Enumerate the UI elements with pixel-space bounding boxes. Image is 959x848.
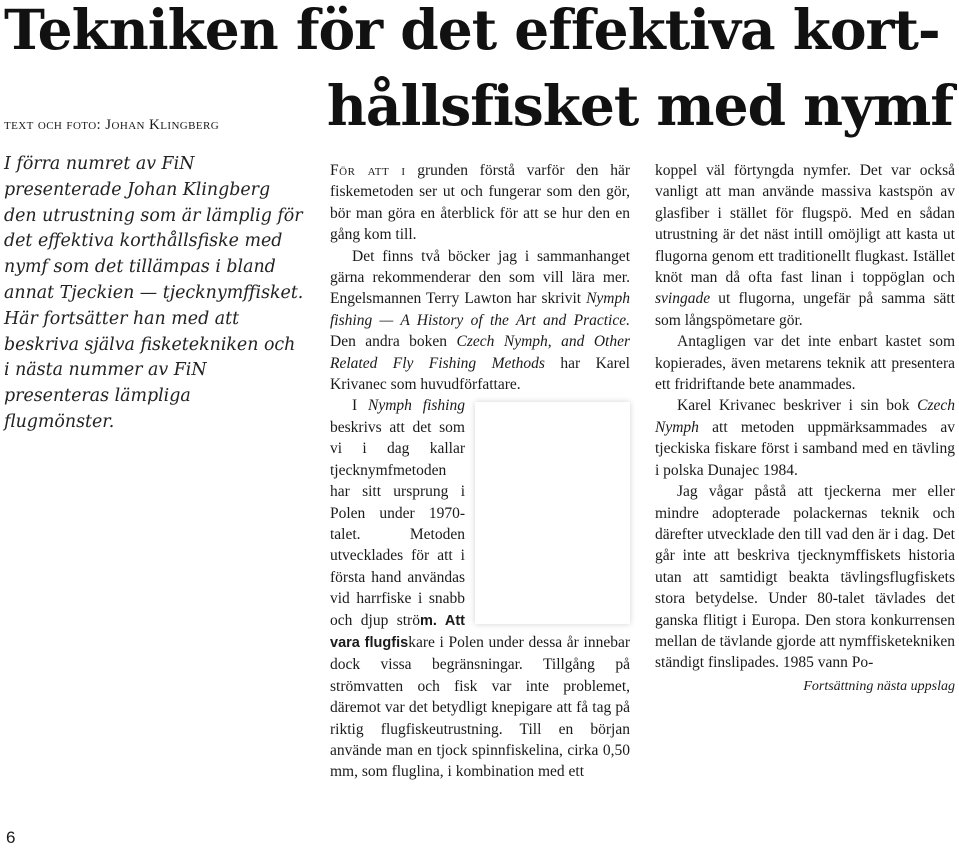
byline: text och foto: Johan Klingberg bbox=[4, 117, 220, 133]
p2-text-c: Den andra boken bbox=[330, 333, 457, 351]
paragraph-1 bbox=[330, 160, 630, 246]
book-title-ref: Nymph fishing bbox=[368, 397, 465, 415]
p2-text-a: Det finns två böcker jag i sammanhanget gärna rekommenderar den som vill lära mer. Engelsmannen Terry Lawton har skrivit bbox=[330, 247, 630, 308]
paragraph-1-text: grunden förstå varför den här fiskemetoden ser ut och fungerar som den gör, bör man göra en återblick för att se hur den en gång kom till. bbox=[330, 162, 630, 244]
p3-text-e-continued: koppel väl förtyngda nymfer. Det var också vanligt att man använde massiva kastspön av glasfiber i stället för flugspö. Med en sådan utrustning är det näst intill omöjligt att kasta ut flugorna genom ett traditionellt flugkast. Istället knöt man då ofta fast linan i toppöglan och bbox=[655, 162, 955, 287]
page-number: 6 bbox=[6, 828, 16, 847]
paragraph-6: Jag vågar påstå att tjeckerna mer eller mindre adopterade polackernas teknik och därefter utvecklade den till vad den är i dag. Det går inte att beskriva tjecknymffiskets historia utan att samtidigt beakta tävlingsflugfiskets stora betydelse. Under 80-talet tävlades det ganska flitigt i Europa. Den stora konkurrensen mellan de tävlande gjorde att nymffisketekniken ständigt finslipades. 1985 vann Po- bbox=[655, 483, 955, 672]
p3-bold-fragment: m. Att vara flugfis bbox=[330, 612, 465, 651]
p3-text-c: beskrivs att det som vi i dag kallar tjecknymfmetoden har sitt ursprung i Polen under 1970-talet. Metoden utvecklades för att i första hand användas vid harrfiske i snabb och djup strö bbox=[330, 418, 465, 629]
headline-line-2: hållsfisket med nymf bbox=[326, 73, 953, 138]
p2-text-e: har Karel Krivanec som huvudförfattare. bbox=[330, 354, 630, 394]
book-title-krivanec: Czech Nymph, and Other Related Fly Fishing Methods bbox=[330, 333, 631, 372]
word-svingade: svingade bbox=[655, 290, 711, 308]
p3-text-g: ut flugorna, ungefär på samma sätt som långspömetare gör. bbox=[655, 290, 955, 329]
body-column-1 bbox=[330, 160, 630, 783]
book-title-czech-nymph: Czech Nymph bbox=[655, 397, 955, 436]
photo-placeholder bbox=[475, 402, 630, 624]
book-title-lawton: Nymph fishing — A History of the Art and Practice. bbox=[330, 290, 630, 329]
paragraph-2 bbox=[330, 246, 630, 396]
small-caps-lead: För att i bbox=[330, 162, 406, 179]
paragraph-4: Antagligen var det inte enbart kastet som kopierades, även metarens teknik att presentera ett fridriftande bete anammades. bbox=[655, 333, 955, 394]
paragraph-5 bbox=[655, 395, 955, 481]
headline-line-1: Tekniken för det effektiva kort- bbox=[4, 0, 940, 62]
p5-text-c: att metoden uppmärksammades av tjeckiska fiskare först i samband med en tävling i polska Dunajec 1984. bbox=[655, 418, 955, 479]
continuation-note: Fortsättning nästa uppslag bbox=[803, 678, 955, 694]
p3-text-a: I bbox=[352, 397, 369, 415]
lede-intro: I förra numret av FiN presenterade Johan Klingberg den utrustning som är lämplig för det effektiva korthållsfiske med nymf som det tillämpas i bland annat Tjeckien — tjecknymffisket. Här fortsätter han med att beskriva själva fisketekniken och i nästa nummer av FiN presenteras lämpliga flugmönster. bbox=[4, 154, 304, 432]
p3-text-e: kare i Polen under dessa år innebar dock vissa begränsningar. Tillgång på strömvatten och fisk var inte problemet, däremot var det betydligt knepigare att få tag på riktig flugfiskeutrustning. Till en början använde man en tjock spinnfiskelina, cirka 0,50 mm, som fluglina, i kombination med ett bbox=[330, 633, 631, 781]
p5-text-a: Karel Krivanec beskriver i sin bok bbox=[677, 397, 918, 415]
body-column-2 bbox=[655, 160, 955, 697]
paragraph-3-continued bbox=[655, 160, 955, 331]
